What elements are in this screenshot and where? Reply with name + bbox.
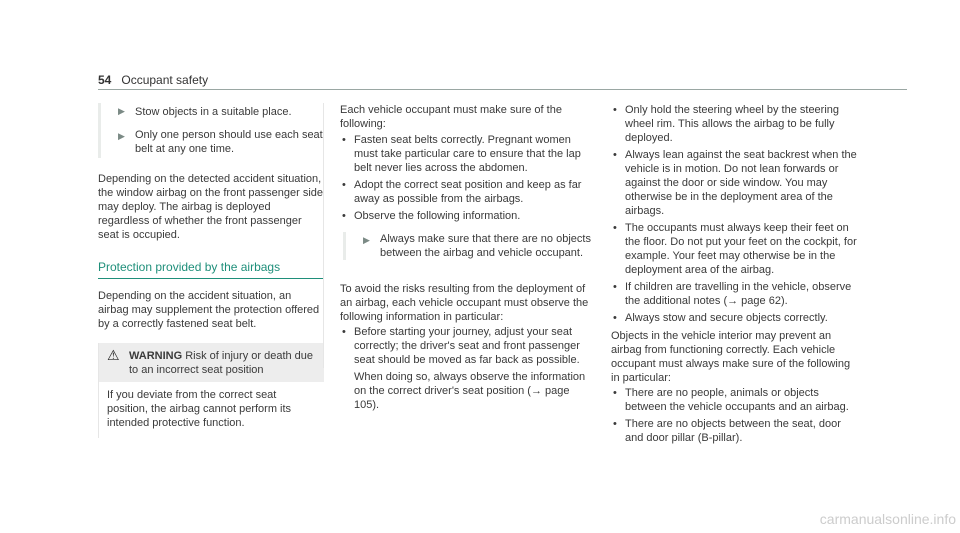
- list-item: • Only hold the steering wheel by the steering wheel rim. This allows the airbag to be fully deployed.: [611, 103, 859, 145]
- arrow-list-box: [343, 232, 592, 260]
- arrow-item-text: Stow objects in a suitable place.: [135, 106, 292, 118]
- list-item: • Fasten seat belts correctly. Pregnant women must take particular care to ensure that the lap belt never lies across the abdomen.: [340, 133, 592, 175]
- column-3: [611, 103, 859, 445]
- arrow-right-icon: ▶: [363, 235, 370, 245]
- arrow-list-item: [115, 103, 324, 119]
- list-item: • There are no objects between the seat, door and door pillar (B-pillar).: [611, 417, 859, 445]
- column-2: [340, 103, 592, 412]
- arrow-item-text: Only one person should use each seat belt at any one time.: [135, 129, 323, 155]
- paragraph: To avoid the risks resulting from the deployment of an airbag, each vehicle occupant must observe the following information in particular:: [340, 283, 589, 323]
- arrow-item-text: Always make sure that there are no objects between the airbag and vehicle occupant.: [380, 233, 591, 259]
- list-item: • Always lean against the seat backrest when the vehicle is in motion. Do not lean forwards or against the door or side window. You may otherwise be in the deployment area of the airbags.: [611, 148, 859, 218]
- list-item-text: Before starting your journey, adjust your seat correctly; the driver's seat and front passenger seat should be moved as far back as possible.: [354, 326, 580, 366]
- warning-title: Risk of injury or death due to an incorrect seat position: [129, 350, 314, 376]
- list-item: [340, 325, 592, 412]
- arrow-list-item: [115, 128, 324, 158]
- section-title: Protection provided by the airbags: [98, 260, 324, 279]
- list-item: • If children are travelling in the vehicle, observe the additional notes (→ page 62).: [611, 280, 859, 308]
- list-item-subtext: When doing so, always observe the information on the correct driver's seat position (→ page 105).: [354, 371, 586, 411]
- paragraph: Each vehicle occupant must make sure of the following:: [340, 104, 562, 130]
- list-item: • The occupants must always keep their feet on the floor. Do not put your feet on the cockpit, for example. Your feet may otherwise be in the deployment area of the airbag.: [611, 221, 859, 277]
- arrow-right-icon: ▶: [118, 106, 125, 116]
- page-header-title: Occupant safety: [121, 73, 209, 87]
- header-divider: [98, 89, 907, 90]
- arrow-right-icon: ▶: [118, 131, 125, 141]
- bullet-list: [611, 103, 859, 325]
- list-item: • Adopt the correct seat position and keep as far away as possible from the airbags.: [340, 178, 592, 206]
- bullet-list: [611, 386, 859, 445]
- warning-box: [98, 343, 324, 438]
- list-item: • Always stow and secure objects correctly.: [611, 311, 859, 325]
- paragraph: Depending on the detected accident situation, the window airbag on the front passenger side may deploy. The airbag is deployed regardless of whether the front passenger seat is occupied.: [98, 173, 324, 241]
- arrow-list-item: [360, 232, 592, 260]
- page-header: [98, 73, 208, 87]
- warning-header: [99, 343, 324, 382]
- page-number: 54: [98, 73, 112, 87]
- watermark: carmanualsonline.info: [819, 511, 956, 527]
- column-1: [98, 103, 324, 438]
- warning-triangle-icon: ⚠: [107, 347, 120, 363]
- bullet-list: [340, 325, 592, 412]
- warning-label: WARNING: [129, 350, 183, 362]
- paragraph: Objects in the vehicle interior may prevent an airbag from functioning correctly. Each vehicle occupant must always make sure of the following in particular:: [611, 330, 851, 384]
- arrow-list-box: [98, 103, 324, 158]
- list-item: • Observe the following information.: [340, 209, 592, 223]
- paragraph: Depending on the accident situation, an airbag may supplement the protection offered by a correctly fastened seat belt.: [98, 290, 320, 330]
- warning-body: If you deviate from the correct seat position, the airbag cannot perform its intended protective function.: [107, 389, 292, 429]
- column-separator: [323, 103, 324, 368]
- bullet-list: [340, 133, 592, 223]
- list-item: • There are no people, animals or objects between the vehicle occupants and an airbag.: [611, 386, 859, 414]
